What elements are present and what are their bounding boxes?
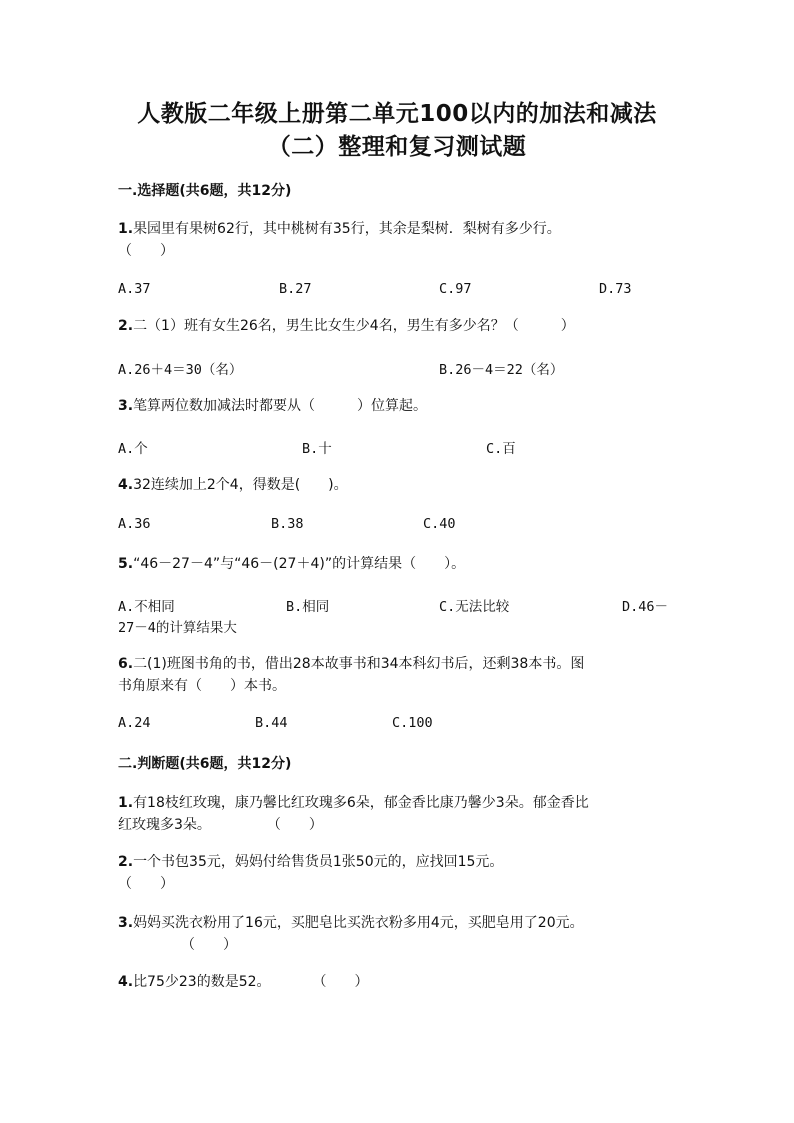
option-b[interactable]: B.44: [255, 715, 288, 731]
answer-blank: （ ）: [118, 243, 174, 259]
answer-blank: （ ）: [118, 937, 237, 953]
answer-blank: （ ）: [118, 876, 174, 892]
question-text: 一个书包35元，妈妈付给售货员1张50元的，应找回15元。: [133, 854, 504, 870]
judgment-question-4: [118, 971, 676, 993]
options-row-6: [118, 715, 678, 735]
page-title-line2: （二）整理和复习测试题: [267, 134, 527, 160]
option-b[interactable]: B.27: [279, 281, 312, 297]
option-a[interactable]: A.37: [118, 281, 151, 297]
option-b[interactable]: B.相同: [286, 599, 330, 615]
option-d[interactable]: D.46－: [622, 599, 669, 615]
question-number: 1.: [118, 221, 134, 237]
question-number: 6.: [118, 656, 134, 672]
question-number: 2.: [118, 854, 134, 870]
question-text: 32连续加上2个4，得数是( )。: [133, 477, 348, 493]
option-a[interactable]: A.24: [118, 715, 151, 731]
question-number: 3.: [118, 915, 134, 931]
option-d-continued[interactable]: 27－4的计算结果大: [118, 620, 237, 636]
question-text: 果园里有果树62行，其中桃树有35行，其余是梨树．梨树有多少行。: [133, 221, 561, 237]
question-number: 1.: [118, 795, 134, 811]
question-4: [118, 474, 676, 496]
judgment-question-2: [118, 851, 676, 895]
option-c[interactable]: C.97: [439, 281, 472, 297]
section-heading-judgment: 二.判断题(共6题，共12分): [118, 756, 292, 772]
option-a[interactable]: A.个: [118, 441, 148, 457]
options-row-1: [118, 281, 678, 301]
question-text: 妈妈买洗衣粉用了16元，买肥皂比买洗衣粉多用4元，买肥皂用了20元。: [133, 915, 584, 931]
question-text: 二(1)班图书角的书，借出28本故事书和34本科幻书后，还剩38本书。图: [133, 656, 585, 672]
judgment-question-3: [118, 912, 676, 956]
options-row-5: [118, 595, 678, 637]
option-c[interactable]: C.40: [423, 516, 456, 532]
option-b[interactable]: B.十: [302, 441, 332, 457]
option-a[interactable]: A.不相同: [118, 599, 175, 615]
question-1: [118, 218, 676, 262]
options-row-3: [118, 437, 678, 457]
question-2: [118, 315, 676, 337]
options-row-2: [118, 358, 678, 378]
question-text: 有18枝红玫瑰，康乃馨比红玫瑰多6朵，郁金香比康乃馨少3朵。郁金香比: [133, 795, 589, 811]
option-a[interactable]: A.36: [118, 516, 151, 532]
question-number: 4.: [118, 974, 134, 990]
page-title-line1: 人教版二年级上册第二单元100以内的加法和减法: [137, 101, 657, 127]
option-c[interactable]: C.百: [486, 441, 516, 457]
section-heading-choice: 一.选择题(共6题，共12分): [118, 183, 292, 199]
judgment-question-1: [118, 792, 676, 836]
question-number: 4.: [118, 477, 134, 493]
option-d[interactable]: D.73: [599, 281, 632, 297]
question-text: 二（1）班有女生26名，男生比女生少4名，男生有多少名？（ ）: [133, 318, 575, 334]
question-text-continued: 红玫瑰多3朵。 （ ）: [118, 817, 323, 833]
option-c[interactable]: C.无法比较: [439, 599, 510, 615]
question-5: [118, 553, 676, 575]
question-number: 5.: [118, 556, 134, 572]
question-text: 比75少23的数是52。 （ ）: [133, 974, 369, 990]
option-a[interactable]: A.26＋4＝30（名）: [118, 362, 243, 378]
question-text: 笔算两位数加减法时都要从（ ）位算起。: [133, 398, 428, 414]
question-number: 3.: [118, 398, 134, 414]
question-text-continued: 书角原来有（ ）本书。: [118, 678, 286, 694]
question-3: [118, 395, 676, 417]
option-b[interactable]: B.26－4＝22（名）: [439, 362, 564, 378]
options-row-4: [118, 516, 678, 536]
option-b[interactable]: B.38: [271, 516, 304, 532]
question-6: [118, 653, 676, 697]
option-c[interactable]: C.100: [392, 715, 433, 731]
question-number: 2.: [118, 318, 134, 334]
question-text: “46－27－4”与“46－(27＋4)”的计算结果（ ）。: [133, 556, 466, 572]
